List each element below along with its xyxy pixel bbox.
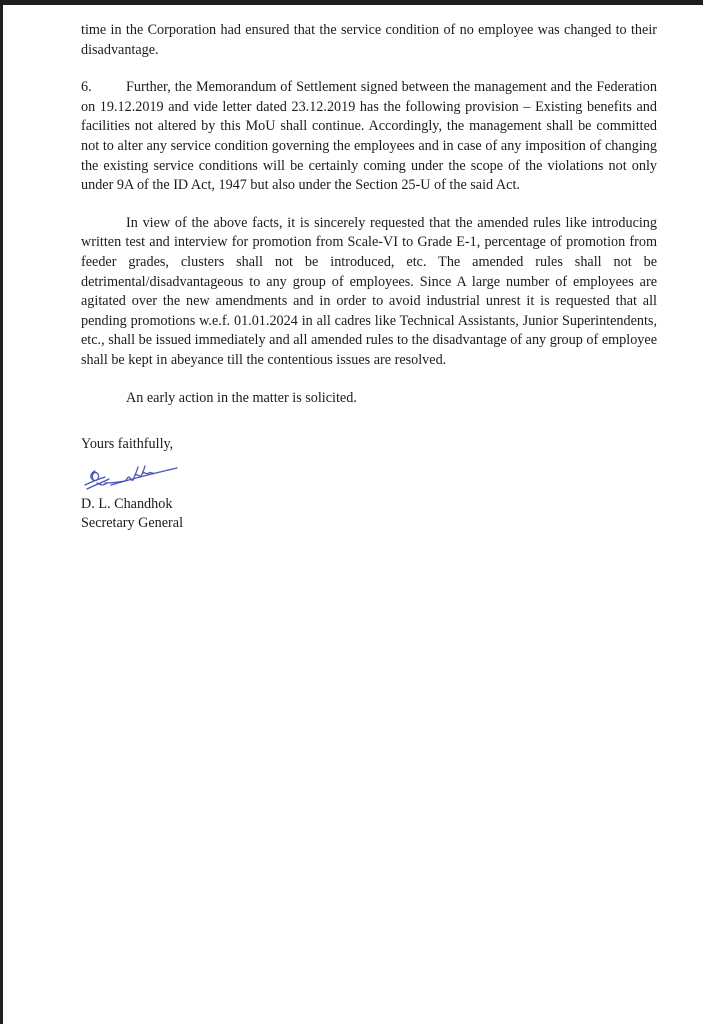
signer-name: D. L. Chandhok <box>81 495 173 512</box>
paragraph-number: 6. <box>81 79 92 96</box>
signature-icon <box>81 461 201 493</box>
letter-page <box>81 21 657 534</box>
paragraph-6-text: Further, the Memorandum of Settlement signed between the management and the Federation on 19.12.2019 and vide letter dated 23.12.2019 has the following provision – Existing benefits and facilities not altered by this MoU shall continue. Accordingly, the management shall be committed not to alter any service condition governing the employees and in case of any imposition of changing the existing service conditions will be certainly coming under the scope of the violations not only under 9A of the ID Act, 1947 but also under the Section 25-U of the said Act. <box>81 79 657 194</box>
closing-salutation: Yours faithfully, <box>81 436 174 453</box>
paragraph-continued: time in the Corporation had ensured that the service condition of no employee was changed to their disadvantage. <box>81 22 657 58</box>
paragraph-request: In view of the above facts, it is sincerely requested that the amended rules like introducing written test and interview for promotion from Scale-VI to Grade E-1, percentage of promotion from feeder grades, clusters shall not be introduced, etc. The amended rules shall not be detrimental/disadvantageous to any group of employees. Since A large number of employees are agitated over the new amendments and in order to avoid industrial unrest it is requested that all pending promotions w.e.f. 01.01.2024 in all cadres like Technical Assistants, Junior Superintendents, etc., shall be issued immediately and all amended rules to the disadvantage of any group of employee shall be kept in abeyance till the contentious issues are resolved. <box>81 214 657 368</box>
paragraph-action: An early action in the matter is solicited. <box>126 389 357 406</box>
viewer-top-border <box>0 0 703 5</box>
signer-title: Secretary General <box>81 515 184 532</box>
paragraph-6 <box>81 78 657 196</box>
viewer-left-border <box>0 0 3 1024</box>
